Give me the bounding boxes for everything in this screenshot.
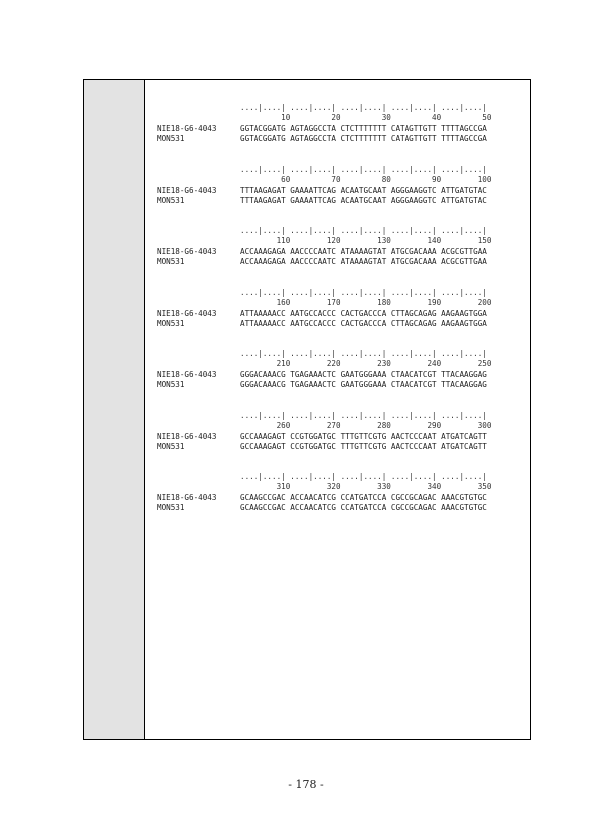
sequence-row [157, 196, 487, 205]
sequence-text: TTTAAGAGAT GAAAATTCAG ACAATGCAAT AGGGAAGGTC ATTGATGTAC [240, 195, 487, 205]
sequence-text: ACCAAAGAGA AACCCCAATC ATAAAAGTAT ATGCGACAAA ACGCGTTGAA [240, 247, 487, 256]
alignment-block-2 [157, 165, 527, 227]
alignment-block-3 [157, 226, 527, 288]
alignment-block-5 [157, 349, 527, 411]
sequence-row [157, 442, 487, 451]
page-number: - 178 - [288, 778, 324, 791]
sequence-text: GCCAAAGAGT CCGTGGATGC TTTGTTCGTG AACTCCCAAT ATGATCAGTT [240, 441, 487, 451]
position-numbers: 110 120 130 140 150 [240, 236, 492, 245]
position-numbers: 310 320 330 340 350 [240, 482, 492, 491]
position-ruler: ....|....| ....|....| ....|....| ....|....| ....|....| [240, 103, 487, 112]
sequence-name: NIE18-G6-4043 [157, 247, 217, 256]
position-ruler: ....|....| ....|....| ....|....| ....|....| ....|....| [240, 472, 487, 481]
sequence-row [157, 247, 487, 256]
sequence-name: MON531 [157, 195, 185, 205]
position-numbers: 60 70 80 90 100 [240, 174, 492, 184]
sequence-text: ATTAAAAACC AATGCCACCC CACTGACCCA CTTAGCAGAG AAGAAGTGGA [240, 318, 487, 328]
sequence-name: NIE18-G6-4043 [157, 493, 217, 502]
position-ruler: ....|....| ....|....| ....|....| ....|....| ....|....| [240, 164, 487, 174]
sequence-row [157, 432, 487, 441]
sequence-text: GCCAAAGAGT CCGTGGATGC TTTGTTCGTG AACTCCCAAT ATGATCAGTT [240, 431, 487, 441]
sequence-name: NIE18-G6-4043 [157, 308, 217, 318]
sequence-name: MON531 [157, 441, 185, 451]
sequence-name: NIE18-G6-4043 [157, 370, 217, 379]
position-ruler: ....|....| ....|....| ....|....| ....|....| ....|....| [240, 226, 487, 235]
sequence-name: MON531 [157, 503, 185, 512]
sequence-row [157, 493, 487, 502]
sequence-text: GGTACGGATG AGTAGGCCTA CTCTTTTTTT CATAGTTGTT TTTTAGCCGA [240, 124, 487, 133]
sequence-name: MON531 [157, 318, 185, 328]
position-ruler: ....|....| ....|....| ....|....| ....|....| ....|....| [240, 410, 487, 420]
sequence-name: MON531 [157, 257, 185, 266]
position-numbers: 160 170 180 190 200 [240, 297, 492, 307]
sequence-text: GCAAGCCGAC ACCAACATCG CCATGATCCA CGCCGCAGAC AAACGTGTGC [240, 493, 487, 502]
position-ruler: ....|....| ....|....| ....|....| ....|....| ....|....| [240, 349, 487, 358]
alignment-block-1 [157, 103, 527, 165]
left-shaded-column [83, 79, 145, 740]
sequence-name: MON531 [157, 134, 185, 143]
sequence-text: TTTAAGAGAT GAAAATTCAG ACAATGCAAT AGGGAAGGTC ATTGATGTAC [240, 185, 487, 195]
sequence-text: GCAAGCCGAC ACCAACATCG CCATGATCCA CGCCGCAGAC AAACGTGTGC [240, 503, 487, 512]
sequence-text: ATTAAAAACC AATGCCACCC CACTGACCCA CTTAGCAGAG AAGAAGTGGA [240, 308, 487, 318]
alignment-block-7 [157, 472, 527, 534]
sequence-name: NIE18-G6-4043 [157, 185, 217, 195]
sequence-row [157, 319, 487, 328]
position-numbers: 210 220 230 240 250 [240, 359, 492, 368]
position-ruler: ....|....| ....|....| ....|....| ....|....| ....|....| [240, 287, 487, 297]
sequence-alignment [157, 103, 527, 534]
sequence-name: NIE18-G6-4043 [157, 431, 217, 441]
sequence-name: MON531 [157, 380, 185, 389]
position-numbers: 260 270 280 290 300 [240, 420, 492, 430]
sequence-row [157, 134, 487, 143]
alignment-block-6 [157, 411, 527, 473]
sequence-text: GGGACAAACG TGAGAAACTC GAATGGGAAA CTAACATCGT TTACAAGGAG [240, 380, 487, 389]
sequence-text: ACCAAAGAGA AACCCCAATC ATAAAAGTAT ATGCGACAAA ACGCGTTGAA [240, 257, 487, 266]
alignment-block-4 [157, 288, 527, 350]
sequence-row [157, 503, 487, 512]
sequence-row [157, 186, 487, 195]
sequence-row [157, 257, 487, 266]
sequence-name: NIE18-G6-4043 [157, 124, 217, 133]
position-numbers: 10 20 30 40 50 [240, 113, 492, 122]
sequence-text: GGGACAAACG TGAGAAACTC GAATGGGAAA CTAACATCGT TTACAAGGAG [240, 370, 487, 379]
sequence-row [157, 380, 487, 389]
sequence-row [157, 124, 487, 133]
sequence-row [157, 370, 487, 379]
sequence-row [157, 309, 487, 318]
sequence-text: GGTACGGATG AGTAGGCCTA CTCTTTTTTT CATAGTTGTT TTTTAGCCGA [240, 134, 487, 143]
